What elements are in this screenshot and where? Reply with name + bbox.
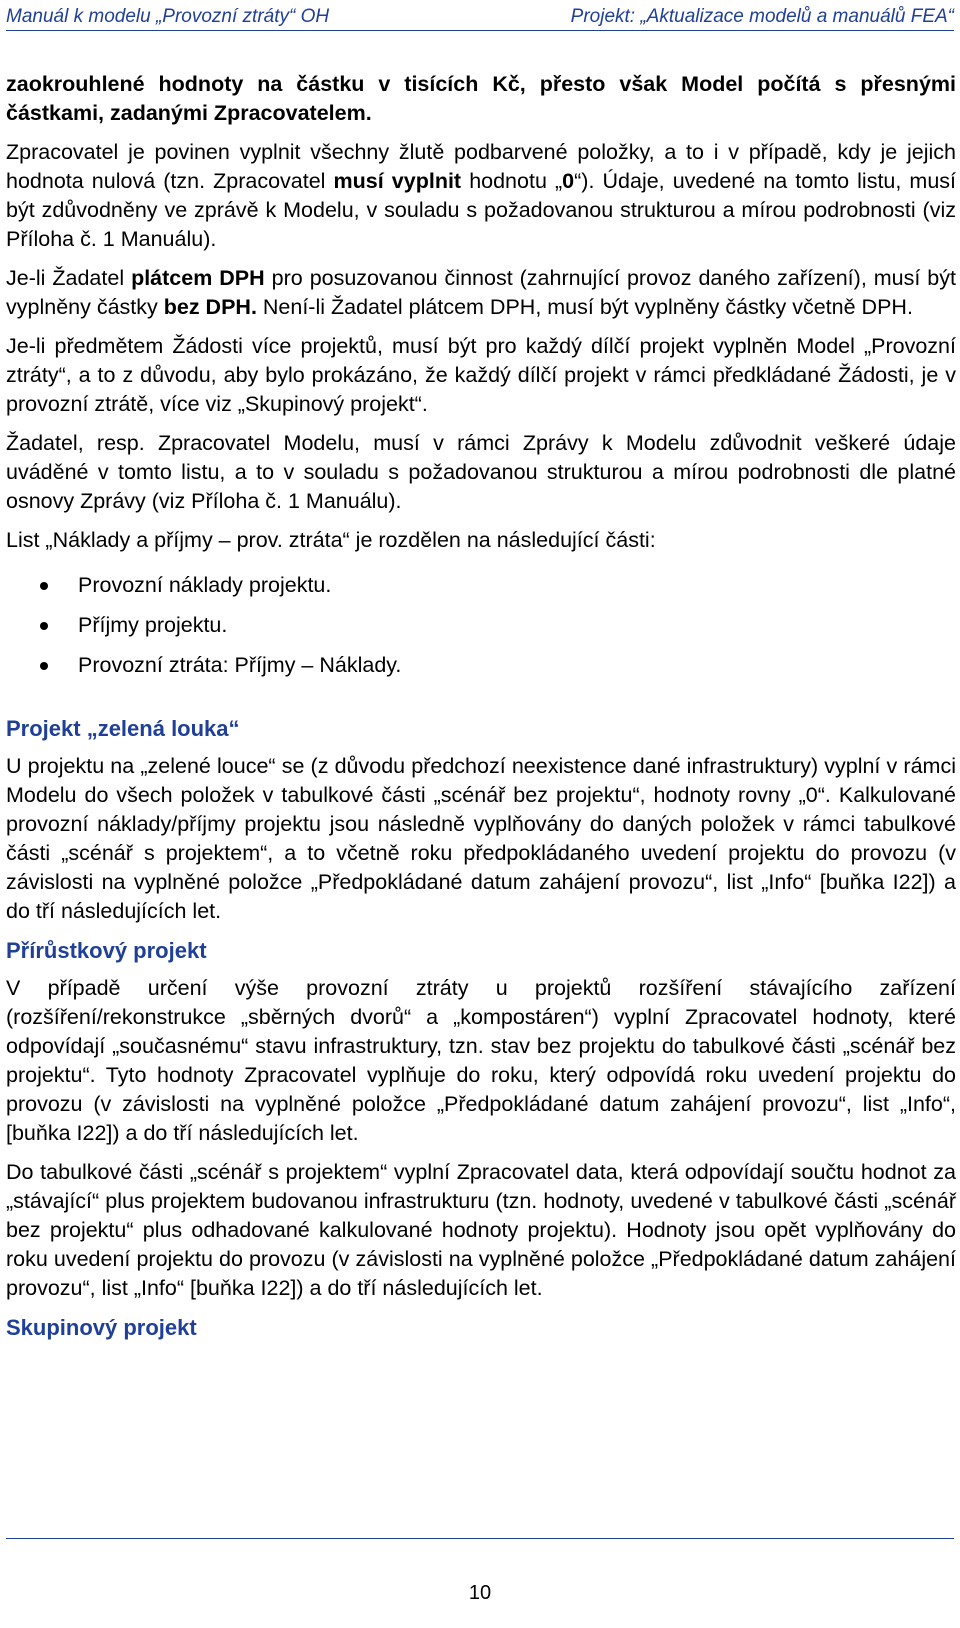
text-segment: “). Údaje, uvedené na tomto listu, musí být zdůvodněny ve zprávě k Modelu, v souladu s požadovanou strukturou a mírou podrobnosti (viz Příloha č. 1 Manuálu). — [6, 169, 957, 251]
bullet-icon — [40, 582, 48, 590]
text-segment: Je-li Žadatel — [6, 266, 132, 290]
text-emphasis: musí vyplnit — [333, 169, 462, 193]
paragraph-multiple-projects: Je-li předmětem Žádosti více projektů, musí být pro každý dílčí projekt vyplněn Model „Provozní ztráty“, a to z důvodu, aby bylo prokázáno, že každý dílčí projekt v rámci předkládané Žádosti, je v provozní ztrátě, více viz „Skupinový projekt“. — [6, 334, 956, 416]
text-segment: hodnotu „ — [461, 169, 563, 193]
bullet-text: Provozní ztráta: Příjmy – Náklady. — [78, 653, 402, 677]
heading-green-field: Projekt „zelená louka“ — [6, 716, 240, 741]
page-number: 10 — [468, 1582, 492, 1604]
text-emphasis: plátcem DPH — [131, 266, 265, 290]
paragraph-incremental-1: V případě určení výše provozní ztráty u projektů rozšíření stávajícího zařízení (rozšíření/rekonstrukce „sběrných dvorů“ a „kompostáren“) vyplní Zpracovatel hodnoty, které odpovídají „současnému“ stavu infrastruktury, tzn. stav bez projektu do tabulkové části „scénář bez projektu“. Tyto hodnoty Zpracovatel vyplňuje do roku, který odpovídá roku uvedení projektu do provozu (v závislosti na vyplněné položce „Předpokládané datum zahájení provozu“, list „Info“, [buňka I22]) a do tří následujících let. — [6, 976, 956, 1145]
paragraph-incremental-2: Do tabulkové části „scénář s projektem“ vyplní Zpracovatel data, která odpovídají součtu hodnot za „stávající“ plus projektem budovanou infrastrukturu (tzn. hodnoty, uvedené v tabulkové části „scénář bez projektu“ plus odhadované kalkulované hodnoty projektu). Hodnoty jsou opět vyplňovány do roku uvedení projektu do provozu (v závislosti na vyplněné položce „Předpokládané datum zahájení provozu“, list „Info“ [buňka I22]) a do tří následujících let. — [6, 1160, 956, 1300]
paragraph-rounding-note: zaokrouhlené hodnoty na částku v tisících Kč, přesto však Model počítá s přesnými částkami, zadanými Zpracovatelem. — [6, 72, 956, 125]
bullet-item — [6, 651, 956, 680]
footer-divider — [6, 1538, 954, 1539]
bullet-icon — [40, 662, 48, 670]
header-project-title: Projekt: „Aktualizace modelů a manuálů FEA“ — [570, 6, 954, 27]
header-manual-title: Manuál k modelu „Provozní ztráty“ OH — [6, 6, 330, 27]
text-segment: Není-li Žadatel plátcem DPH, musí být vyplněny částky včetně DPH. — [256, 295, 913, 319]
paragraph-justification: Žadatel, resp. Zpracovatel Modelu, musí v rámci Zprávy k Modelu zdůvodnit veškeré údaje uváděné v tomto listu, a to v souladu s požadovanou strukturou a mírou podrobnosti dle platné osnovy Zprávy (viz Příloha č. 1 Manuálu). — [6, 431, 956, 513]
bullet-list — [6, 571, 956, 680]
bullet-item — [6, 611, 956, 640]
text-segment: Zpracovatel je povinen vyplnit všechny žlutě podbarvené položky, a to i v případě, kdy je jejich hodnota nulová (tzn. Zpracovatel — [6, 140, 956, 193]
heading-incremental: Přírůstkový projekt — [6, 938, 207, 963]
bullet-item — [6, 571, 956, 600]
bullet-text: Provozní náklady projektu. — [78, 573, 332, 597]
paragraph-vat — [6, 264, 956, 322]
paragraph-green-field: U projektu na „zelené louce“ se (z důvodu předchozí neexistence dané infrastruktury) vyplní v rámci Modelu do všech položek v tabulkové části „scénář bez projektu“, hodnoty rovny „0“. Kalkulované provozní náklady/příjmy projektu jsou následně vyplňovány do daných položek v rámci tabulkové části „scénář s projektem“, a to včetně roku předpokládaného uvedení projektu do provozu (v závislosti na vyplněné položce „Předpokládané datum zahájení provozu“, list „Info“ [buňka I22]) a do tří následujících let. — [6, 754, 956, 923]
bullet-icon — [40, 622, 48, 630]
heading-group-project: Skupinový projekt — [6, 1315, 197, 1340]
text-emphasis: bez DPH. — [163, 295, 257, 319]
page-header — [6, 4, 954, 31]
text-segment: pro posuzovanou činnost (zahrnující provoz daného zařízení), musí být vyplněny částky — [6, 266, 956, 319]
text-emphasis: 0 — [562, 169, 575, 193]
paragraph-fill-requirement — [6, 138, 956, 254]
page-content — [6, 70, 956, 1351]
bullet-text: Příjmy projektu. — [78, 613, 228, 637]
paragraph-list-intro: List „Náklady a příjmy – prov. ztráta“ je rozdělen na následující části: — [6, 528, 656, 552]
